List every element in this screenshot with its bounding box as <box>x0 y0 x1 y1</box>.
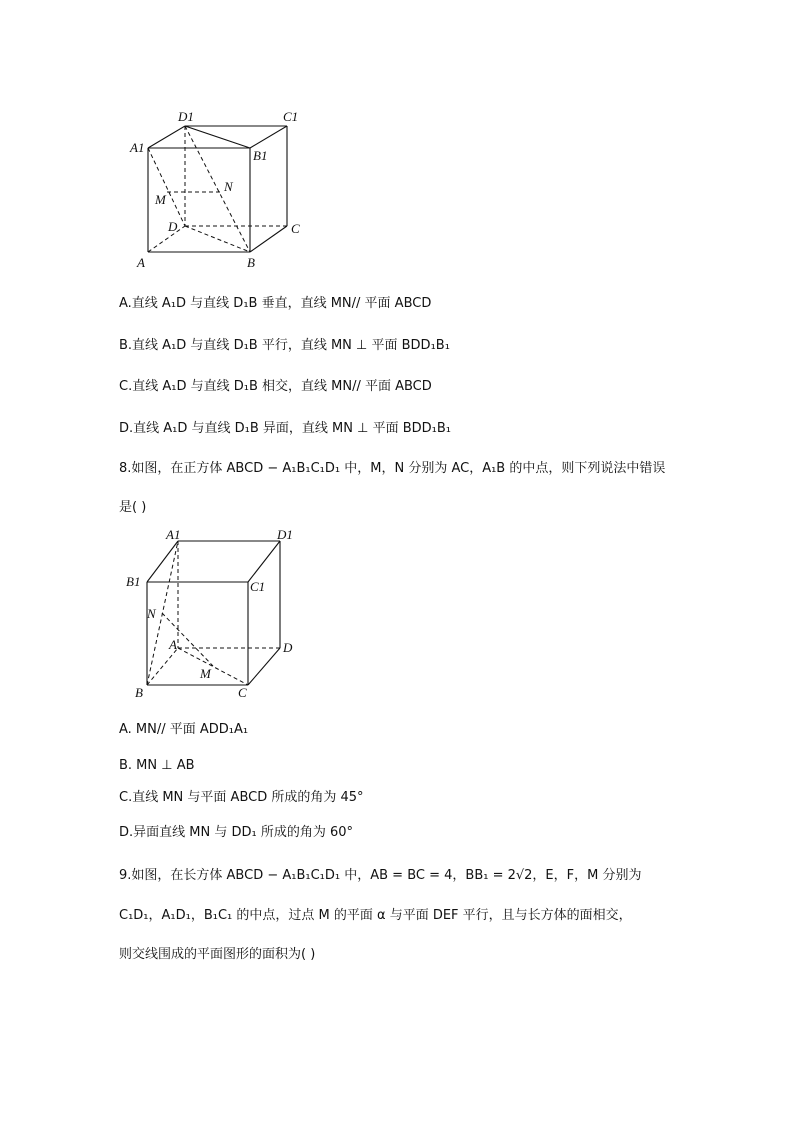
q7-option-a: A.直线 A₁D 与直线 D₁B 垂直，直线 MN// 平面 ABCD <box>119 296 432 311</box>
figure-labels <box>126 527 293 700</box>
q8-stem-line2: 是( ) <box>119 500 147 515</box>
q9-stem-line2: C₁D₁，A₁D₁，B₁C₁ 的中点，过点 M 的平面 α 与平面 DEF 平行，且与长方体的面相交， <box>119 908 632 923</box>
label-D1: D1 <box>277 527 293 542</box>
label-N: N <box>224 179 233 194</box>
q8-option-a: A. MN// 平面 ADD₁A₁ <box>119 722 249 737</box>
label-C1: C1 <box>250 579 266 594</box>
label-C: C <box>238 685 247 700</box>
edge-A1D1 <box>148 126 185 148</box>
label-A: A <box>169 637 177 652</box>
label-C1: C1 <box>283 109 299 124</box>
cube-figure-q7 <box>120 105 320 275</box>
q9-stem-line1: 9.如图，在长方体 ABCD − A₁B₁C₁D₁ 中，AB = BC = 4，BB₁ = 2√2，E，F，M 分别为 <box>119 868 642 883</box>
label-B1: B1 <box>253 148 268 163</box>
edge-B1C1 <box>250 126 287 148</box>
q9-stem-line3: 则交线围成的平面图形的面积为( ) <box>119 947 316 962</box>
label-D1: D1 <box>178 109 194 124</box>
label-C: C <box>291 221 300 236</box>
label-A1: A1 <box>166 527 181 542</box>
q8-option-c: C.直线 MN 与平面 ABCD 所成的角为 45° <box>119 790 364 805</box>
q8-option-d: D.异面直线 MN 与 DD₁ 所成的角为 60° <box>119 825 354 840</box>
q8-stem-line1: 8.如图，在正方体 ABCD − A₁B₁C₁D₁ 中，M，N 分别为 AC，A₁B 的中点，则下列说法中错误 <box>119 461 666 476</box>
label-N: N <box>147 606 156 621</box>
edge-CD <box>248 648 280 685</box>
edge-AC <box>178 648 248 685</box>
label-D: D <box>168 219 178 234</box>
edge-DB <box>185 226 250 252</box>
edge-AD <box>148 226 185 252</box>
label-M: M <box>200 666 211 681</box>
label-B: B <box>135 685 143 700</box>
label-M: M <box>155 192 166 207</box>
q8-option-b: B. MN ⊥ AB <box>119 758 195 773</box>
label-D: D <box>283 640 293 655</box>
cube-figure-q8 <box>120 525 310 705</box>
edge-BC <box>250 226 287 252</box>
edge-C1D1 <box>248 541 280 582</box>
q7-option-b: B.直线 A₁D 与直线 D₁B 平行，直线 MN ⊥ 平面 BDD₁B₁ <box>119 338 450 353</box>
edge-BA <box>147 648 178 685</box>
label-B1: B1 <box>126 574 141 589</box>
edge-A1D <box>148 148 185 226</box>
label-A: A <box>137 255 145 270</box>
label-A1: A1 <box>130 140 145 155</box>
q7-option-c: C.直线 A₁D 与直线 D₁B 相交，直线 MN// 平面 ABCD <box>119 379 432 394</box>
q7-option-d: D.直线 A₁D 与直线 D₁B 异面，直线 MN ⊥ 平面 BDD₁B₁ <box>119 421 452 436</box>
label-B: B <box>247 255 255 270</box>
